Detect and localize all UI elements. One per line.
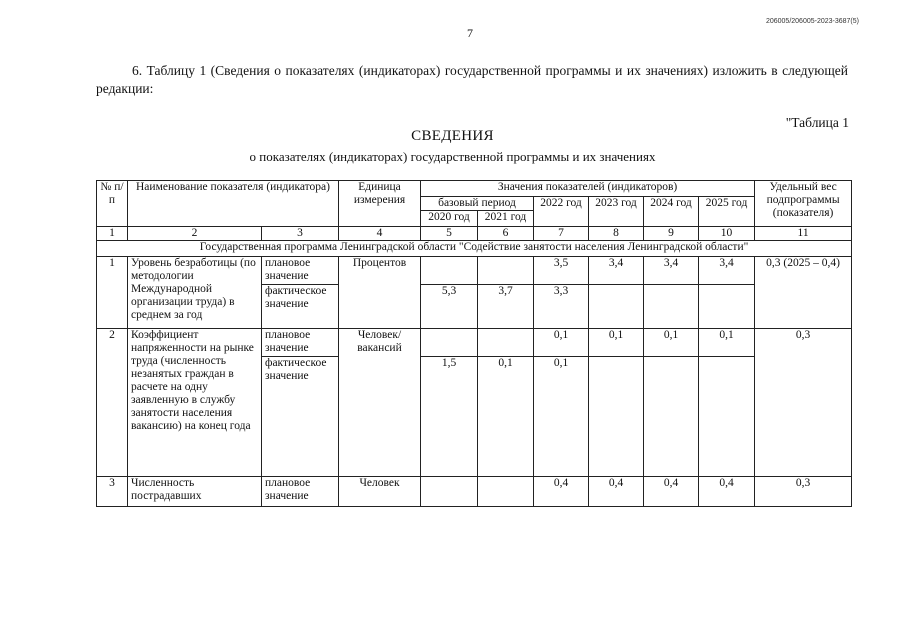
col-number: 11 [755, 227, 852, 241]
header-2025: 2025 год [699, 197, 755, 227]
row-1-plan-2020 [421, 257, 478, 285]
header-2023: 2023 год [589, 197, 644, 227]
header-name: Наименование показателя (индикатора) [128, 181, 339, 227]
row-2-fact-2024 [644, 357, 699, 477]
amendment-paragraph [96, 62, 848, 98]
row-2-fact-2025 [699, 357, 755, 477]
row-3-plan-2020 [421, 477, 478, 507]
col-number: 10 [699, 227, 755, 241]
row-1-fact-2025 [699, 285, 755, 329]
col-number: 3 [262, 227, 339, 241]
row-1-unit: Процентов [339, 257, 421, 329]
header-2020: 2020 год [421, 211, 478, 227]
col-number: 9 [644, 227, 699, 241]
row-2-fact-2022: 0,1 [534, 357, 589, 477]
row-2-plan-2025: 0,1 [699, 329, 755, 357]
row-2-plan-2022: 0,1 [534, 329, 589, 357]
row-1-fact-2022: 3,3 [534, 285, 589, 329]
col-number: 6 [478, 227, 534, 241]
header-num: № п/п [97, 181, 128, 227]
row-2-num: 2 [97, 329, 128, 477]
row-2-fact-2023 [589, 357, 644, 477]
col-number: 1 [97, 227, 128, 241]
row-2-fact-2020: 1,5 [421, 357, 478, 477]
header-2022: 2022 год [534, 197, 589, 227]
table-subtitle: о показателях (индикаторах) государственной программы и их значениях [249, 149, 656, 164]
program-section-title: Государственная программа Ленинградской области "Содействие занятости населения Ленинградской области" [97, 241, 852, 257]
row-3-name: Численность пострадавших [128, 477, 262, 507]
page-number: 7 [467, 26, 473, 40]
row-3-plan-2022: 0,4 [534, 477, 589, 507]
row-1-weight: 0,3 (2025 – 0,4) [755, 257, 852, 329]
row-1-name: Уровень безработицы (по методологии Международной организации труда) в среднем за год [128, 257, 262, 329]
row-2-fact-2021: 0,1 [478, 357, 534, 477]
indicators-table [96, 180, 852, 507]
row-3-plan-2024: 0,4 [644, 477, 699, 507]
row-2-unit: Человек/ вакансий [339, 329, 421, 477]
row-3-plan-label: плановое значение [262, 477, 339, 507]
header-unit: Единица измерения [339, 181, 421, 227]
row-2-plan-2024: 0,1 [644, 329, 699, 357]
header-2021: 2021 год [478, 211, 534, 227]
row-3-plan-2025: 0,4 [699, 477, 755, 507]
amendment-text: 6. Таблицу 1 (Сведения о показателях (индикаторах) государственной программы и их значениях) изложить в следующей редакции: [96, 63, 848, 96]
row-3-plan-2021 [478, 477, 534, 507]
row-2-plan-2020 [421, 329, 478, 357]
row-1-num: 1 [97, 257, 128, 329]
row-2-name: Коэффициент напряженности на рынке труда (численность незанятых граждан в расчете на одну заявленную в службу занятости населения вакансию) на конец года [128, 329, 262, 477]
document-code: 206005/206005-2023-3687(5) [765, 18, 859, 25]
header-base-period: базовый период [421, 197, 534, 211]
col-number: 7 [534, 227, 589, 241]
row-1-plan-2023: 3,4 [589, 257, 644, 285]
row-2-plan-2023: 0,1 [589, 329, 644, 357]
header-values: Значения показателей (индикаторов) [421, 181, 755, 197]
row-2-weight: 0,3 [755, 329, 852, 477]
header-weight: Удельный вес подпрограммы (показателя) [755, 181, 852, 227]
row-3-plan-2023: 0,4 [589, 477, 644, 507]
row-1-fact-2021: 3,7 [478, 285, 534, 329]
row-1-plan-2025: 3,4 [699, 257, 755, 285]
row-3-weight: 0,3 [755, 477, 852, 507]
header-2024: 2024 год [644, 197, 699, 227]
row-2-fact-label: фактическое значение [262, 357, 339, 477]
row-1-plan-label: плановое значение [262, 257, 339, 285]
row-1-fact-label: фактическое значение [262, 285, 339, 329]
row-3-num: 3 [97, 477, 128, 507]
row-3-unit: Человек [339, 477, 421, 507]
table-title: СВЕДЕНИЯ [411, 128, 494, 144]
row-1-plan-2021 [478, 257, 534, 285]
row-2-plan-label: плановое значение [262, 329, 339, 357]
row-1-fact-2023 [589, 285, 644, 329]
row-2-plan-2021 [478, 329, 534, 357]
row-1-fact-2020: 5,3 [421, 285, 478, 329]
col-number: 5 [421, 227, 478, 241]
row-1-plan-2024: 3,4 [644, 257, 699, 285]
table-reference: "Таблица 1 [785, 115, 849, 130]
row-1-fact-2024 [644, 285, 699, 329]
row-1-plan-2022: 3,5 [534, 257, 589, 285]
col-number: 8 [589, 227, 644, 241]
col-number: 2 [128, 227, 262, 241]
col-number: 4 [339, 227, 421, 241]
